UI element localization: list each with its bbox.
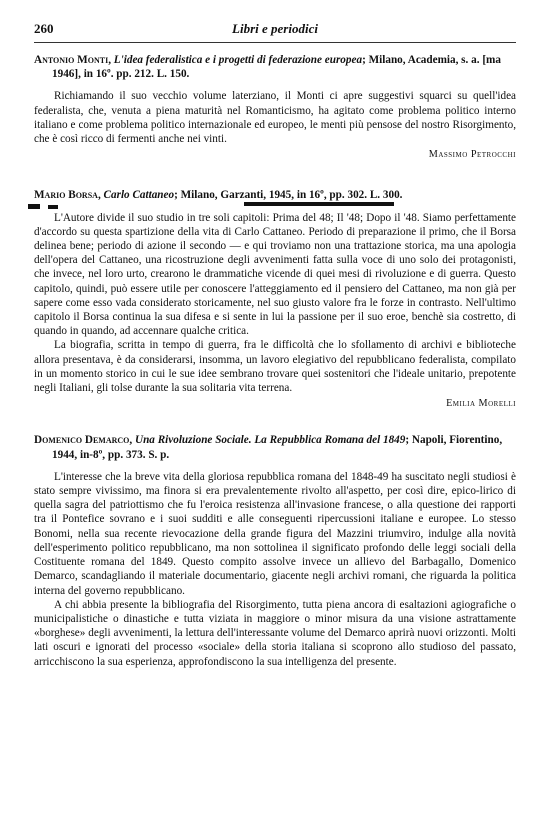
review-paragraph: A chi abbia presente la bibliografia del Risorgimento, tutta piena ancora di esaltazioni agiografiche o municipalistiche o dinastiche e tutta viziata in maggiore o minor misura da una visione astrattamente «borghese» degli avvenimenti, la lettura dell'interessante volume del Demarco aprirà nuovi orizzonti. Molti lati oscuri e ignorati del processo «sociale» della storia italiana si scoprono allo studioso del passato, arricchiscono la sua esperienza, approfondiscono la sua intelligenza del presente. <box>34 598 516 668</box>
review-details: ; Napoli, Fiorentino, 1944, in-8º, pp. 373. S. p. <box>52 434 503 461</box>
review-paragraph: La biografia, scritta in tempo di guerra, fra le difficoltà che lo sfollamento di archivi e biblioteche allora presentava, è da considerarsi, insomma, un lavoro elegiativo del repubblicano federalista, compilato in un momento storico in cui le sue idee sembrano trovare quei sostenitori che l'ideale unitario, prepotente negli Italiani, gli tolse durante la sua solitaria vita terrena. <box>34 339 516 395</box>
ink-blot-mark <box>48 205 58 209</box>
ink-blot-mark <box>28 204 40 209</box>
review-paragraph: L'Autore divide il suo studio in tre soli capitoli: Prima del 48; Il '48; Dopo il '48. Siamo perfettamente d'accordo su questa spartizione della vita di Carlo Cattaneo. Periodo di preparazione il primo, che il Borsa delinea bene; periodo di azione il secondo — e qui troviamo non una trattazione storica, ma una apologia dell'opera del Cattaneo, una ricostruzione degli avvenimenti fatta sulla voce di uno solo dei protagonisti, che invece, nel loro urto, crearono le drammatiche vicende di quei mesi di rivoluzione e di guerra. Questo capitolo, quindi, può essere utile per conoscere l'atteggiamento ed il pensiero del Cattaneo, ma non già per sapere come esso vada considerato storicamente, nel suo giusto valore fra le forze in contrasto. Nell'ultimo capitolo il Borsa continua la sua difesa e si sente in lui la passione per il suo eroe, benchè sia costretto, di quando in quando, ad accennare qualche critica. <box>34 211 516 338</box>
review-title: Carlo Cattaneo <box>103 189 175 202</box>
page-number: 260 <box>34 21 54 36</box>
bibliographic-reference: Mario Borsa, Carlo Cattaneo; Milano, Garzanti, 1945, in 16º, pp. 302. L. 300. <box>34 188 516 202</box>
review-author: Antonio Monti <box>34 54 109 66</box>
review-entry <box>34 188 516 411</box>
review-title: L'idea federalistica e i progetti di federazione europea <box>113 54 363 66</box>
bibliographic-reference: Domenico Demarco, Una Rivoluzione Sociale. La Repubblica Romana del 1849; Napoli, Fiorentino, 1944, in-8º, pp. 373. S. p. <box>34 434 503 461</box>
ink-underline-mark <box>244 202 394 206</box>
review-paragraph: L'interesse che la breve vita della gloriosa repubblica romana del 1848-49 ha suscitato negli studiosi è stato sempre vivissimo, ma finora si era prevalentemente rivolto all'aspetto, per così dire, epico-lirico di quella sagra del patriottismo che fu l'eroica resistenza all'invasione francese, o alla questione dei rapporti tra il Pontefice sovrano e i suoi sudditi e alle conseguenti ripercussioni italiane e europee. Lo stesso Bonomi, nella sua recente rievocazione della grande figura del Mazzini triumviro, indulge alla novità dell'esperimento politico repubblicano, ma non sottolinea il significato profondo delle leggi sociali della Costituente romana del 1849. Questo compito assolve invece un allievo del Barbagallo, Domenico Demarco, scandagliando il materiale documentario, giacente negli archivi romani, che riguarda la politica interna del governo repubblicano. <box>34 470 516 597</box>
bibliographic-reference: Antonio Monti, L'idea federalistica e i progetti di federazione europea; Milano, Academia, s. a. [ma 1946], in 16º. pp. 212. L. 150. <box>34 54 501 81</box>
reviewer-signature: Massimo Petrocchi <box>428 149 516 161</box>
reviewer-signature: Emilia Morelli <box>446 398 516 410</box>
review-author: Domenico Demarco <box>34 434 130 447</box>
review-title: Una Rivoluzione Sociale. La Repubblica Romana del 1849 <box>135 434 406 447</box>
page-header <box>34 22 516 43</box>
running-title: Libri e periodici <box>232 21 318 36</box>
review-details: ; Milano, Garzanti, 1945, in 16º, pp. 302. L. 300. <box>174 189 403 202</box>
review-entry <box>34 433 516 668</box>
review-details: ; Milano, Academia, s. a. [ma 1946], in 16º. pp. 212. L. 150. <box>52 54 501 81</box>
review-entry <box>34 53 516 162</box>
review-paragraph: Richiamando il suo vecchio volume laterziano, il Monti ci apre suggestivi squarci su quell'idea federalista, che, venuta a piena maturità nel Romanticismo, ha agitato come problema politico interno italiano e come problema politico internazionale ed europeo, le menti più pensose del nostro Risorgimento, che è così ricco di fermenti anche nei vinti. <box>34 90 516 146</box>
review-author: Mario Borsa <box>34 189 98 202</box>
